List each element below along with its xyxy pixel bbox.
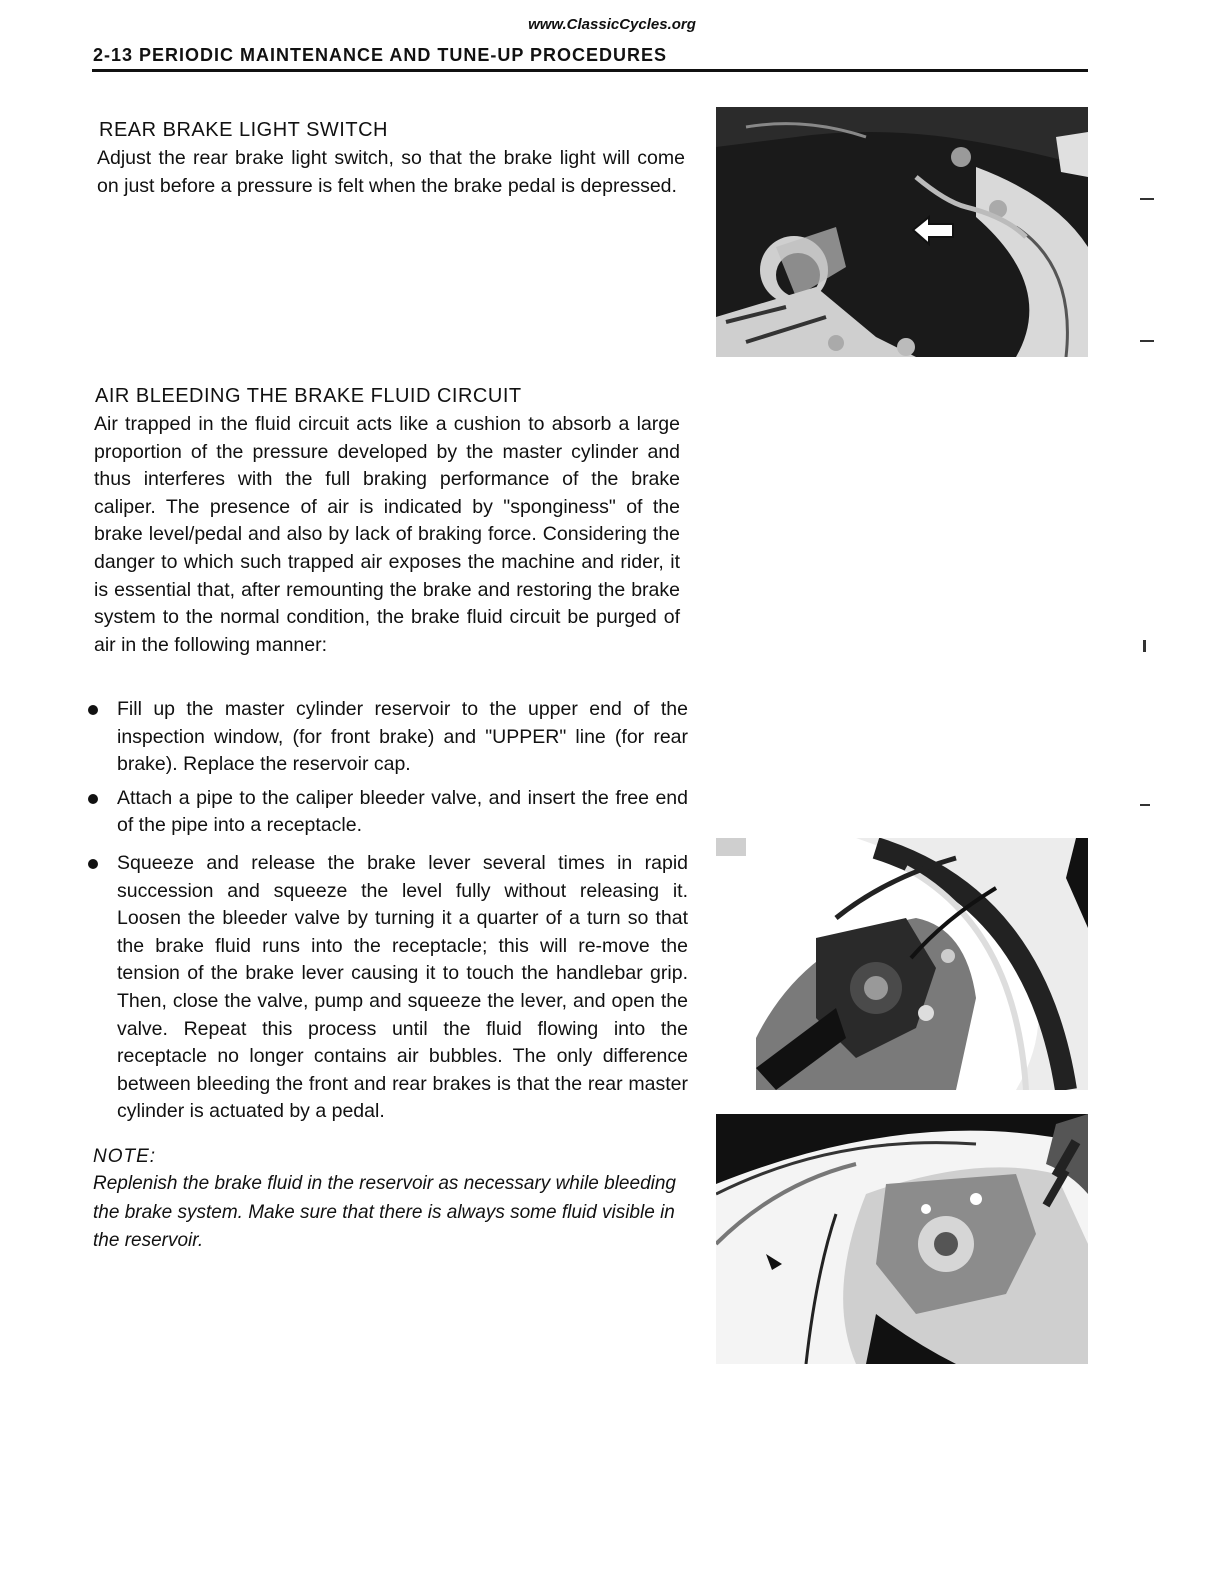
photo-rear-caliper-bleeding [716, 1114, 1088, 1364]
section-heading-rear-brake-switch: REAR BRAKE LIGHT SWITCH [99, 119, 388, 141]
bleeding-steps-list [88, 696, 688, 1132]
margin-mark [1140, 340, 1154, 342]
margin-mark [1143, 640, 1146, 652]
bullet-dot-icon [88, 794, 98, 804]
list-item [88, 696, 688, 779]
list-item [88, 850, 688, 1126]
note-text: Replenish the brake fluid in the reservoir as necessary while bleeding the brake system. Make sure that there is always some fluid visible in the reservoir. [93, 1173, 676, 1251]
list-item-text: Squeeze and release the brake lever several times in rapid succession and squeeze the level fully without releasing it. Loosen the bleeder valve by turning it a quarter of a turn so that the brake fluid runs into the receptacle; this will re-move the tension of the brake lever causing it to touch the handlebar grip. Then, close the valve, pump and squeeze the lever, and open the valve. Repeat this process until the fluid flowing into the receptacle no longer contains air bubbles. The only difference between bleeding the front and rear brakes is that the rear master cylinder is actuated by a pedal. [117, 851, 688, 1123]
list-item-text: Attach a pipe to the caliper bleeder valve, and insert the free end of the pipe into a receptacle. [117, 786, 688, 837]
rear-brake-switch-text: Adjust the rear brake light switch, so that the brake light will come on just before a pressure is felt when the brake pedal is depressed. [97, 147, 685, 197]
margin-mark [1140, 804, 1150, 806]
bullet-dot-icon [88, 859, 98, 869]
bullet-dot-icon [88, 705, 98, 715]
margin-mark [1140, 198, 1154, 200]
photo-front-caliper-bleeding [716, 838, 1088, 1090]
list-item [88, 785, 688, 840]
air-bleeding-text: Air trapped in the fluid circuit acts like a cushion to absorb a large proportion of the pressure developed by the master cylinder and thus interferes with the full braking performance of the brake caliper. The presence of air is indicated by "sponginess" of the brake level/pedal and also by lack of braking force. Considering the danger to which such trapped air exposes the machine and rider, it is essential that, after remounting the brake and restoring the brake system to the normal condition, the brake fluid circuit be purged of air in the following manner: [94, 413, 680, 656]
header-rule [92, 69, 1088, 72]
note-heading: NOTE: [93, 1146, 157, 1167]
site-url[interactable]: www.ClassicCycles.org [528, 16, 696, 33]
section-heading-air-bleeding: AIR BLEEDING THE BRAKE FLUID CIRCUIT [95, 385, 522, 407]
photo-rear-brake-switch [716, 107, 1088, 357]
page-title: 2-13 PERIODIC MAINTENANCE AND TUNE-UP PROCEDURES [93, 45, 668, 65]
list-item-text: Fill up the master cylinder reservoir to the upper end of the inspection window, (for front brake) and "UPPER" line (for rear brake). Replace the reservoir cap. [117, 698, 688, 776]
